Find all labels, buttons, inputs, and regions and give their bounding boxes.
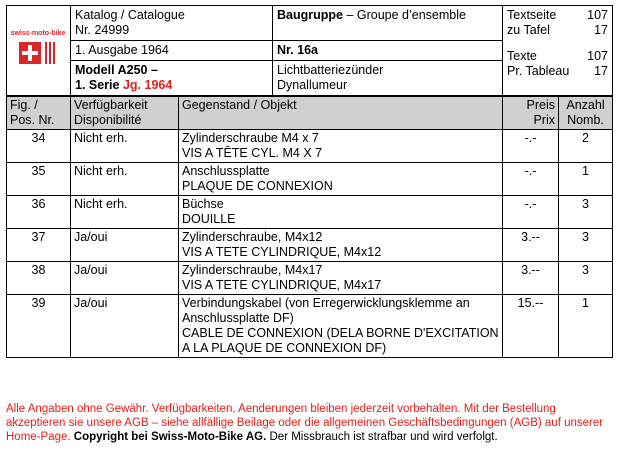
table-row — [7, 163, 613, 196]
pos-cell — [7, 163, 71, 196]
availability-text: Nicht erh. — [74, 164, 128, 178]
edition-text: 1. Ausgabe 1964 — [75, 43, 169, 57]
availability-text: Ja/oui — [74, 230, 108, 244]
col-price — [503, 97, 559, 130]
col-availability — [71, 97, 179, 130]
price-cell — [503, 163, 559, 196]
availability-cell — [71, 229, 179, 262]
group-title-cell — [273, 6, 503, 41]
catalog-cell — [71, 6, 273, 41]
object-de: Zylinderschraube M4 x 7 — [182, 131, 319, 145]
price-text: 3.-- — [521, 263, 540, 277]
pos-text: 36 — [31, 197, 46, 211]
model-series: 1. Serie — [75, 78, 123, 92]
price-cell — [503, 229, 559, 262]
availability-cell — [71, 262, 179, 295]
pos-cell — [7, 196, 71, 229]
swiss-cross-icon — [19, 42, 41, 64]
availability-cell — [71, 295, 179, 358]
qty-text: 2 — [582, 131, 589, 145]
page-value-3: 107 — [587, 49, 608, 63]
qty-text: 3 — [582, 230, 589, 244]
col-object — [179, 97, 503, 130]
group-desc-cell — [273, 61, 503, 96]
group-number: Nr. 16a — [277, 43, 319, 57]
flag-bars-icon — [45, 42, 57, 64]
group-number-cell — [273, 41, 503, 61]
pos-text: 37 — [31, 230, 46, 244]
price-cell — [503, 262, 559, 295]
object-cell — [179, 229, 503, 262]
misuse-text: Der Missbrauch ist strafbar und wird verfolgt. — [266, 431, 498, 443]
col-pos-line2: Pos. Nr. — [10, 113, 55, 127]
object-de: Zylinderschraube, M4x17 — [182, 263, 323, 277]
parts-rows — [7, 130, 613, 358]
object-de: Anschlussplatte — [182, 164, 270, 178]
availability-text: Ja/oui — [74, 296, 108, 310]
parts-table — [6, 96, 613, 358]
availability-text: Nicht erh. — [74, 131, 128, 145]
table-row — [7, 130, 613, 163]
pos-text: 35 — [31, 164, 46, 178]
object-cell — [179, 196, 503, 229]
object-cell — [179, 163, 503, 196]
edition-cell — [71, 41, 273, 61]
availability-text: Nicht erh. — [74, 197, 128, 211]
col-qty — [559, 97, 613, 130]
price-text: -.- — [524, 131, 537, 145]
object-de: Zylinderschraube, M4x12 — [182, 230, 323, 244]
price-cell — [503, 295, 559, 358]
page-label-3: Texte — [507, 49, 537, 63]
page-value-1: 107 — [587, 8, 608, 22]
table-row — [7, 196, 613, 229]
group-desc-fr: Dynallumeur — [277, 78, 348, 92]
availability-cell — [71, 130, 179, 163]
object-fr: VIS A TETE CYLINDRIQUE, M4x12 — [182, 245, 382, 259]
price-text: 3.-- — [521, 230, 540, 244]
price-cell — [503, 130, 559, 163]
col-avail-line1: Verfügbarkeit — [74, 98, 148, 112]
object-fr: VIS A TETE CYLINDRIQUE, M4x17 — [182, 278, 382, 292]
object-de: Büchse — [182, 197, 224, 211]
pos-text: 39 — [31, 296, 46, 310]
price-cell — [503, 196, 559, 229]
col-qty-line2: Nomb. — [567, 113, 604, 127]
copyright-text: Copyright bei Swiss-Moto-Bike AG. — [73, 431, 267, 443]
qty-text: 3 — [582, 197, 589, 211]
object-cell — [179, 295, 503, 358]
model-line-1: Modell A250 – — [75, 63, 158, 77]
header-table — [6, 5, 613, 96]
table-row — [7, 295, 613, 358]
disclaimer-footer — [6, 402, 618, 444]
object-fr: VIS A TÊTE CYL. M4 X 7 — [182, 146, 323, 160]
availability-text: Ja/oui — [74, 263, 108, 277]
pos-text: 34 — [31, 131, 46, 145]
table-row — [7, 229, 613, 262]
group-desc-de: Lichtbatteriezünder — [277, 63, 384, 77]
qty-cell — [559, 130, 613, 163]
price-text: -.- — [524, 197, 537, 211]
col-price-line2: Prix — [533, 113, 555, 127]
col-pos-line1: Fig. / — [10, 98, 38, 112]
object-fr: DOUILLE — [182, 212, 236, 226]
qty-cell — [559, 163, 613, 196]
availability-cell — [71, 196, 179, 229]
price-text: 15.-- — [517, 296, 544, 310]
availability-cell — [71, 163, 179, 196]
disclaimer-text: Alle Angaben ohne Gewähr. Verfügbarkeiten, Aenderungen bleiben jederzeit vorbehalten. Mit der Bestellung akzeptieren sie unsere AGB – siehe allfällige Beilage oder die allgemeinen Geschäftsbedingungen (AGB) auf unserer Home-Page. — [6, 403, 604, 443]
pos-cell — [7, 295, 71, 358]
page-value-2: 17 — [594, 23, 608, 37]
swiss-moto-bike-logo — [7, 8, 67, 94]
qty-text: 1 — [582, 164, 589, 178]
qty-cell — [559, 196, 613, 229]
group-title-bold: Baugruppe — [277, 8, 343, 22]
col-avail-line2: Disponibilité — [74, 113, 142, 127]
col-price-line1: Preis — [526, 98, 555, 112]
catalog-number: Nr. 24999 — [75, 23, 130, 37]
logo-brand-text: swiss-moto-bike — [10, 29, 66, 37]
col-qty-line1: Anzahl — [566, 98, 605, 112]
logo-cell — [7, 6, 71, 96]
qty-cell — [559, 262, 613, 295]
model-cell — [71, 61, 273, 96]
qty-cell — [559, 229, 613, 262]
pos-cell — [7, 262, 71, 295]
object-fr: PLAQUE DE CONNEXION — [182, 179, 333, 193]
page-value-4: 17 — [594, 64, 608, 78]
group-title-rest: – Groupe d’ensemble — [342, 8, 466, 22]
column-header-row — [7, 97, 613, 130]
object-cell — [179, 262, 503, 295]
pos-cell — [7, 130, 71, 163]
pos-cell — [7, 229, 71, 262]
object-de: Verbindungskabel (von Erregerwicklungsklemme an Anschlussplatte DF) — [182, 296, 470, 325]
catalog-label: Katalog / Catalogue — [75, 8, 185, 22]
pos-text: 38 — [31, 263, 46, 277]
qty-text: 1 — [582, 296, 589, 310]
page-ref-cell — [503, 6, 613, 96]
parts-catalog-sheet — [6, 5, 612, 358]
price-text: -.- — [524, 164, 537, 178]
col-pos — [7, 97, 71, 130]
page-label-2: zu Tafel — [507, 23, 550, 37]
qty-cell — [559, 295, 613, 358]
table-row — [7, 262, 613, 295]
object-cell — [179, 130, 503, 163]
object-fr: CABLE DE CONNEXION (DELA BORNE D'EXCITATION A LA PLAQUE DE CONNEXION DF) — [182, 326, 499, 355]
page-label-4: Pr. Tableau — [507, 64, 570, 78]
qty-text: 3 — [582, 263, 589, 277]
model-year: Jg. 1964 — [122, 78, 173, 92]
col-object-label: Gegenstand / Objekt — [182, 98, 297, 112]
page-label-1: Textseite — [507, 8, 557, 22]
